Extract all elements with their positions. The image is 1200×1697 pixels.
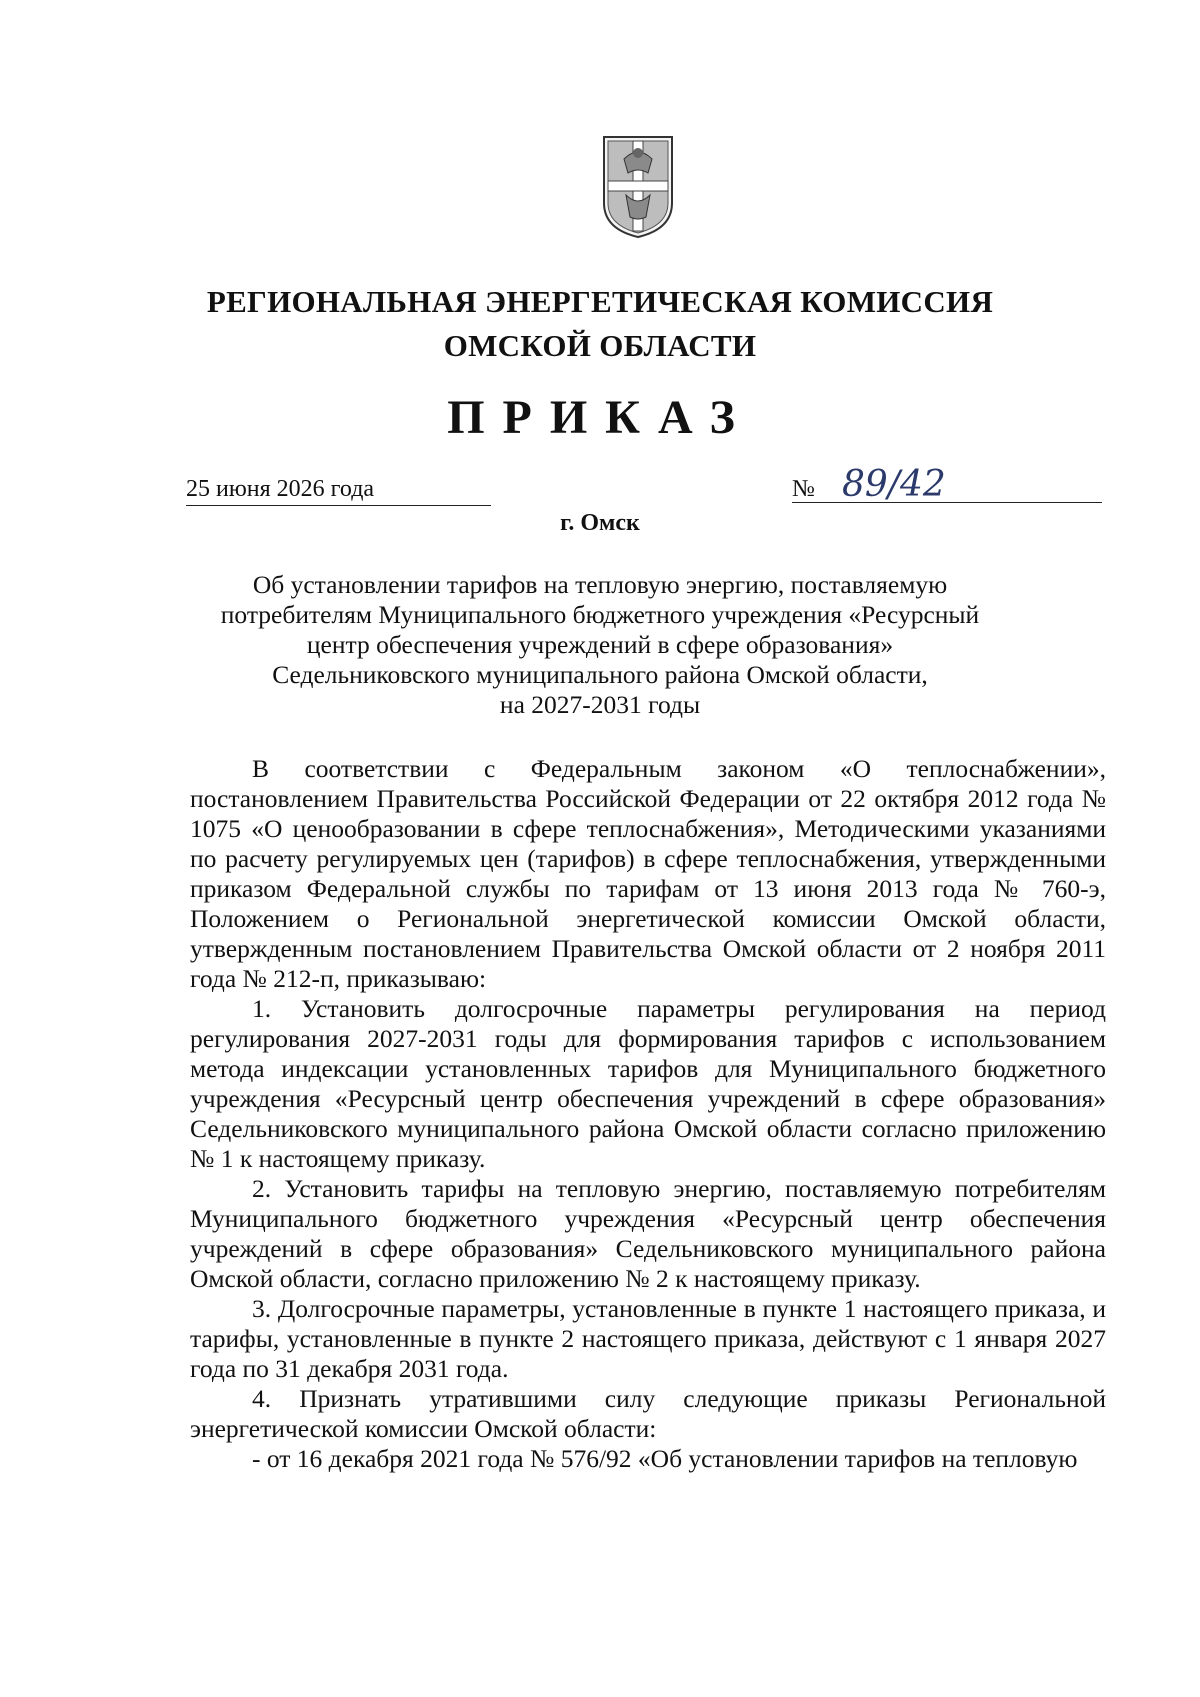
title-line: на 2027-2031 годы <box>499 690 701 719</box>
document-type: ПРИКАЗ <box>447 391 753 444</box>
preamble-paragraph: В соответствии с Федеральным законом «О теплоснабжении», постановлением Правительства Российской Федерации от 22 октября 2012 года № 1075 «О ценообразовании в сфере теплоснабжения», Методическими указаниями по расчету регулируемых цен (тарифов) в сфере теплоснабжения, утвержденными приказом Федеральной службы по тарифам от 13 июня 2013 года № 760-э, Положением о Региональной энергетической комиссии Омской области, утвержденным постановлением Правительства Омской области от 2 ноября 2011 года № 212-п, приказываю: <box>190 754 1106 993</box>
title-line: Седельниковского муниципального района Омской области, <box>272 660 928 689</box>
document-body <box>190 754 1106 1474</box>
document-number <box>792 466 1102 503</box>
organization-line-1: РЕГИОНАЛЬНАЯ ЭНЕРГЕТИЧЕСКАЯ КОМИССИЯ <box>206 284 994 319</box>
organization-name <box>0 280 1200 368</box>
number-sign: № <box>792 476 815 502</box>
item-4-paragraph: 4. Признать утратившими силу следующие приказы Региональной энергетической комиссии Омской области: <box>190 1384 1106 1443</box>
organization-line-2: ОМСКОЙ ОБЛАСТИ <box>443 328 757 363</box>
title-line: центр обеспечения учреждений в сфере образования» <box>306 630 894 659</box>
number-handwritten: 89/42 <box>842 464 946 505</box>
item-1-paragraph: 1. Установить долгосрочные параметры регулирования на период регулирования 2027-2031 годы для формирования тарифов с использованием метода индексации установленных тарифов для Муниципального бюджетного учреждения «Ресурсный центр обеспечения учреждений в сфере образования» Седельниковского муниципального района Омской области согласно приложению № 1 к настоящему приказу. <box>190 994 1106 1173</box>
item-2-paragraph: 2. Установить тарифы на тепловую энергию, поставляемую потребителям Муниципального бюджетного учреждения «Ресурсный центр обеспечения учреждений в сфере образования» Седельниковского муниципального района Омской области, согласно приложению № 2 к настоящему приказу. <box>190 1174 1106 1293</box>
document-title <box>200 570 1000 720</box>
coat-of-arms-icon <box>600 133 676 239</box>
title-line: Об установлении тарифов на тепловую энергию, поставляемую <box>252 570 948 599</box>
title-line: потребителям Муниципального бюджетного учреждения «Ресурсный <box>220 600 980 629</box>
item-3-paragraph: 3. Долгосрочные параметры, установленные в пункте 1 настоящего приказа, и тарифы, установленные в пункте 2 настоящего приказа, действуют с 1 января 2027 года по 31 декабря 2031 года. <box>190 1294 1106 1383</box>
item-4-subitem: - от 16 декабря 2021 года № 576/92 «Об установлении тарифов на тепловую <box>252 1444 1078 1473</box>
document-date: 25 июня 2026 года <box>186 476 491 506</box>
city: г. Омск <box>560 510 640 536</box>
